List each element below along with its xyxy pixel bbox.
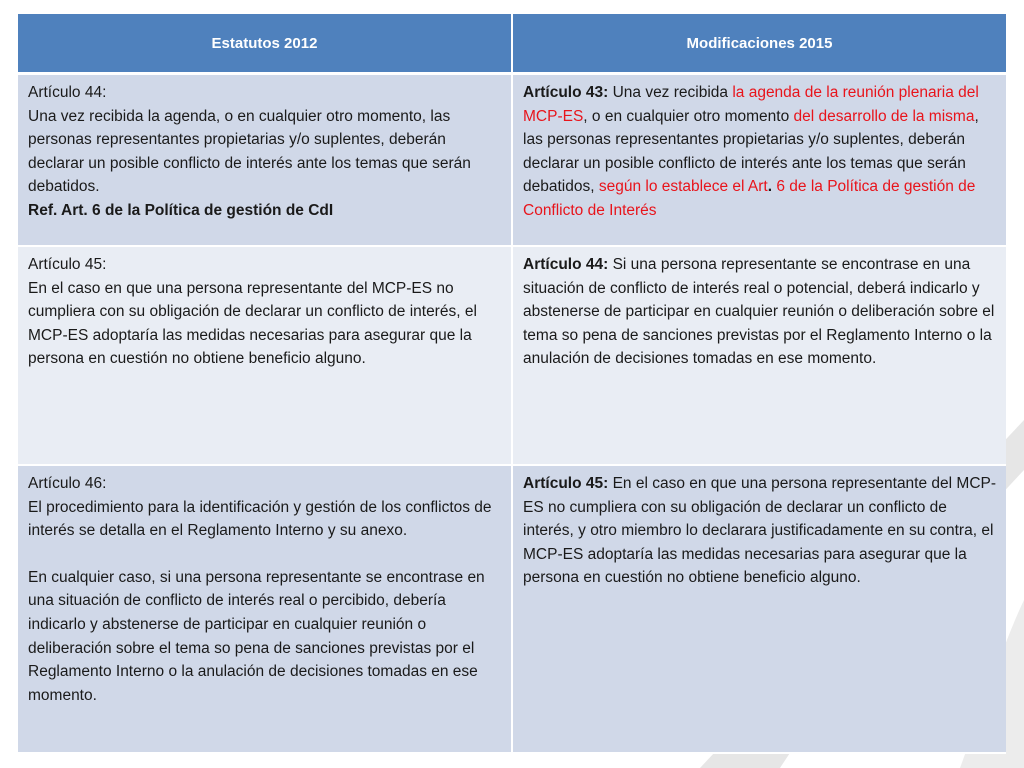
header-estatutos-2012: Estatutos 2012 (18, 14, 512, 74)
text-segment: . (767, 178, 773, 196)
article-body: El procedimiento para la identificación y gestión de los conflictos de interés se detalla en el Reglamento Interno y su anexo. (28, 498, 492, 540)
table-row (18, 246, 1006, 465)
article-body: Una vez recibida la agenda, o en cualquier otro momento, las personas representantes propietarias y/o suplentes, deberán declarar un posible conflicto de interés ante los temas que serán debatidos. (28, 107, 471, 196)
article-body: En el caso en que una persona representante del MCP-ES no cumpliera con su obligación de declarar un conflicto de interés, el MCP-ES adoptaría las medidas necesarias para asegurar que la persona en cuestión no obtiene beneficio alguno. (28, 279, 477, 368)
article-title: Artículo 43: (523, 84, 609, 101)
article-title: Artículo 45: (28, 256, 107, 273)
article-title: Artículo 45: (523, 475, 609, 492)
highlighted-change: 6 de la Política de gestión de Conflicto de Interés (523, 178, 976, 219)
text-segment: , las personas representantes propietarias y/o suplentes, deberán declarar un posible conflicto de interés ante los temas que serán debatidos, (523, 107, 979, 196)
article-body: En cualquier caso, si una persona representante se encontrase en una situación de conflicto de interés real o percibido, debería indicarlo y abstenerse de participar en cualquier reunión o deliberación sobre el tema so pena de sanciones previstas por el Reglamento Interno o la anulación de decisiones tomadas en ese momento. (28, 568, 485, 704)
cell-modificaciones-art45 (512, 465, 1006, 753)
highlighted-change: del desarrollo de la misma (793, 107, 975, 125)
cell-modificaciones-art43 (512, 74, 1006, 247)
paragraph-spacer (28, 543, 501, 566)
table-row (18, 465, 1006, 753)
cell-modificaciones-art44 (512, 246, 1006, 465)
header-modificaciones-2015: Modificaciones 2015 (512, 14, 1006, 74)
article-title: Artículo 44: (28, 84, 107, 101)
cell-estatutos-art46 (18, 465, 512, 753)
cell-estatutos-art45 (18, 246, 512, 465)
cell-estatutos-art44 (18, 74, 512, 247)
article-title: Artículo 46: (28, 475, 107, 492)
text-segment: , o en cualquier otro momento (583, 107, 794, 125)
table-row (18, 74, 1006, 247)
article-reference: Ref. Art. 6 de la Política de gestión de CdI (28, 201, 334, 219)
highlighted-change: la agenda de la reunión plenaria del MCP-ES (523, 84, 979, 125)
highlighted-change: según lo establece el Art (598, 178, 768, 196)
comparison-table (18, 14, 1006, 754)
article-title: Artículo 44: (523, 256, 609, 273)
article-body: En el caso en que una persona representante del MCP-ES no cumpliera con su obligación de declarar un conflicto de interés, y otro miembro lo declarara justificadamente en su contra, el MCP-ES adoptaría las medidas necesarias para asegurar que la persona en cuestión no obtiene beneficio alguno. (523, 475, 997, 587)
article-body: Si una persona representante se encontrase en una situación de conflicto de interés real o potencial, deberá indicarlo y abstenerse de participar en cualquier reunión o deliberación sobre el tema so pena de sanciones previstas por el Reglamento Interno o la anulación de decisiones tomadas en ese momento. (523, 256, 995, 368)
table-header-row (18, 14, 1006, 74)
text-segment: Una vez recibida (608, 84, 733, 101)
